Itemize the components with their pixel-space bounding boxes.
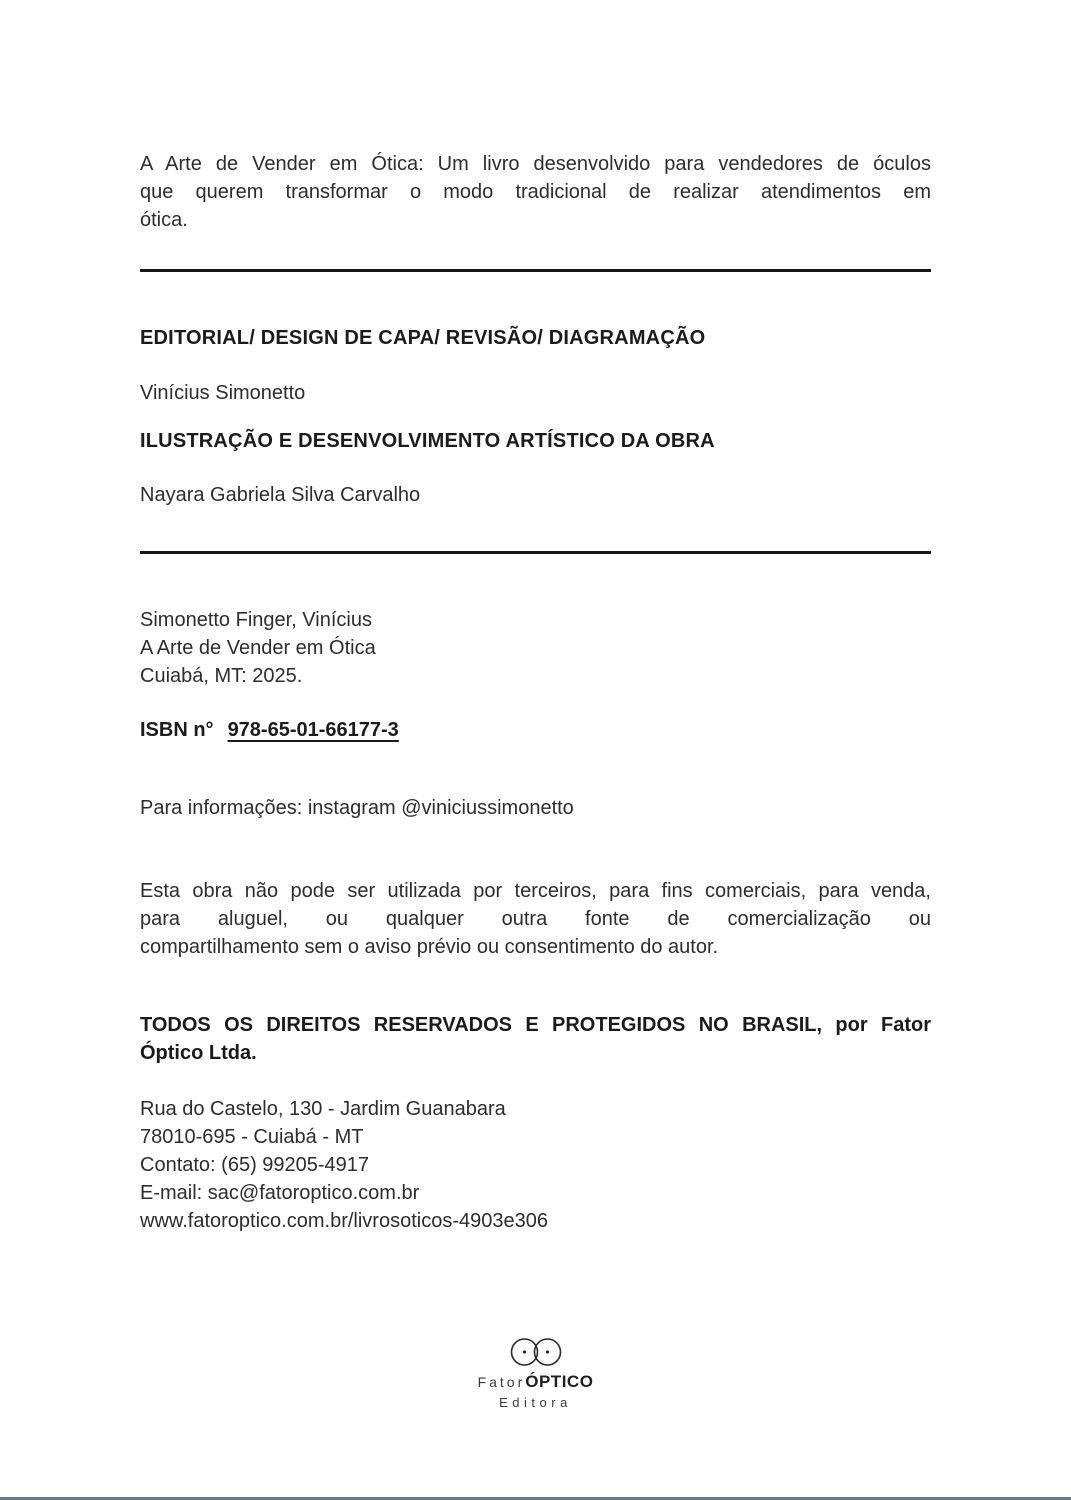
rights-line: Esta obra não pode ser utilizada por terceiros, para fins comerciais, para venda,: [140, 880, 931, 902]
illustration-name: Nayara Gabriela Silva Carvalho: [140, 484, 421, 506]
publisher-address-block: [140, 1095, 931, 1235]
page-content: [0, 150, 1071, 1411]
intro-line: ótica.: [140, 209, 188, 231]
rights-line: para aluguel, ou qualquer outra fonte de comercialização ou: [140, 908, 931, 930]
intro-line: A Arte de Vender em Ótica: Um livro desenvolvido para vendedores de óculos: [140, 153, 931, 175]
isbn-number: 978-65-01-66177-3: [227, 719, 399, 741]
horizontal-rule-top: [140, 269, 931, 272]
horizontal-rule-middle: [140, 551, 931, 554]
illustration-heading: ILUSTRAÇÃO E DESENVOLVIMENTO ARTÍSTICO DA OBRA: [140, 430, 715, 452]
citation-block: [140, 606, 931, 690]
reserved-notice: [140, 1011, 931, 1067]
contact-info-line: Para informações: instagram @viniciussimonetto: [140, 797, 574, 819]
intro-paragraph: [140, 150, 931, 234]
citation-author: Simonetto Finger, Vinícius: [140, 609, 372, 631]
address-website: www.fatoroptico.com.br/livrosoticos-4903e306: [140, 1210, 548, 1232]
intro-line: que querem transformar o modo tradicional de realizar atendimentos em: [140, 181, 931, 203]
editorial-name: Vinícius Simonetto: [140, 382, 306, 404]
reserved-line: Óptico Ltda.: [140, 1042, 257, 1064]
citation-title: A Arte de Vender em Ótica: [140, 637, 376, 659]
publisher-logo: [140, 1337, 931, 1411]
isbn-line: [140, 716, 931, 744]
logo-brand-light: Fator: [477, 1374, 526, 1390]
logo-brand-bold: ÓPTICO: [525, 1372, 594, 1391]
isbn-label: ISBN n°: [140, 719, 214, 741]
address-cep-city: 78010-695 - Cuiabá - MT: [140, 1126, 364, 1148]
glasses-icon: [506, 1337, 566, 1367]
reserved-line: TODOS OS DIREITOS RESERVADOS E PROTEGIDOS NO BRASIL, por Fator: [140, 1014, 931, 1036]
address-contact: Contato: (65) 99205-4917: [140, 1154, 370, 1176]
rights-line: compartilhamento sem o aviso prévio ou consentimento do autor.: [140, 936, 719, 958]
logo-brand-line: [140, 1372, 931, 1392]
logo-subtitle: Editora: [499, 1395, 572, 1410]
editorial-heading: EDITORIAL/ DESIGN DE CAPA/ REVISÃO/ DIAGRAMAÇÃO: [140, 327, 706, 349]
citation-city-year: Cuiabá, MT: 2025.: [140, 665, 303, 687]
rights-paragraph: [140, 877, 931, 961]
address-street: Rua do Castelo, 130 - Jardim Guanabara: [140, 1098, 506, 1120]
address-email: E-mail: sac@fatoroptico.com.br: [140, 1182, 420, 1204]
